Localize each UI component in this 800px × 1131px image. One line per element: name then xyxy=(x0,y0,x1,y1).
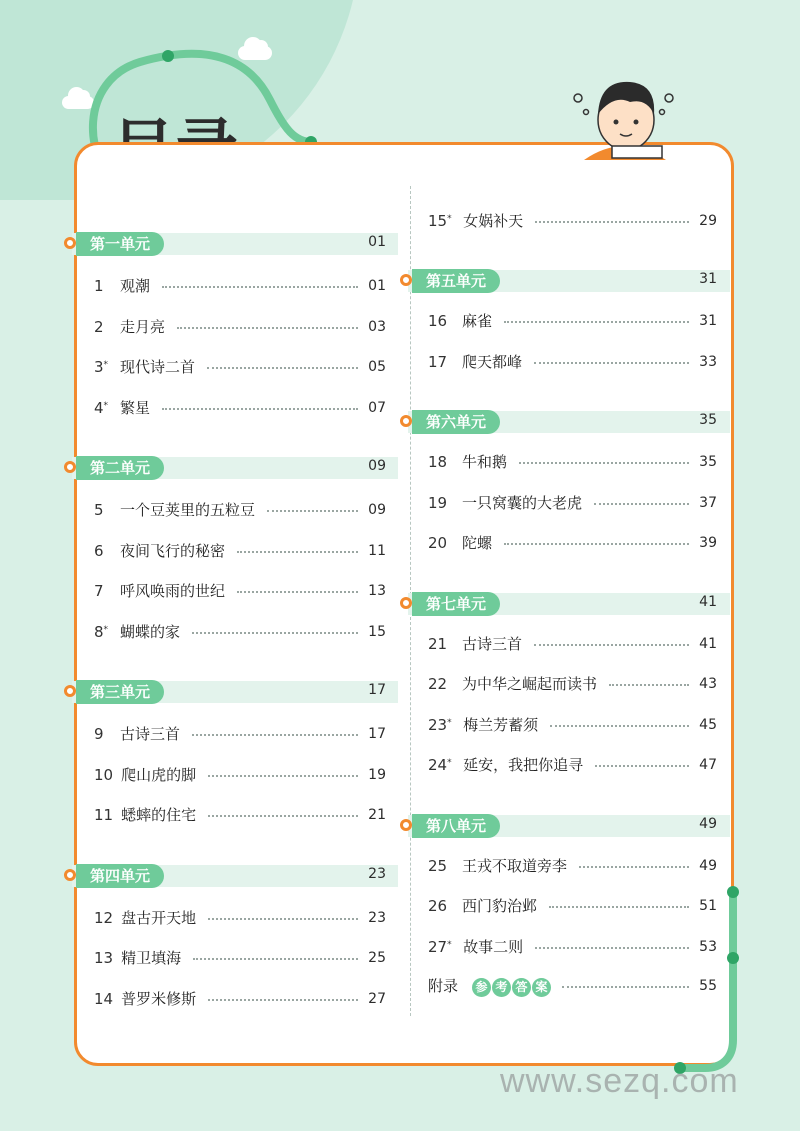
dot-leader xyxy=(208,999,358,1001)
lesson-title: 故事二则 xyxy=(463,937,524,956)
lesson-number-value: 26 xyxy=(428,897,448,915)
lesson-page-number: 49 xyxy=(699,857,717,874)
lesson-row[interactable] xyxy=(0,451,800,473)
lesson-title: 爬天都峰 xyxy=(462,352,523,371)
unit-header[interactable] xyxy=(400,814,734,836)
optional-lesson-star: * xyxy=(447,758,452,768)
lesson-page-number: 29 xyxy=(699,213,717,229)
dot-leader xyxy=(595,765,689,767)
unit-page-number: 23 xyxy=(368,865,386,882)
dot-leader xyxy=(609,684,689,686)
lesson-row[interactable] xyxy=(0,310,800,332)
dot-leader xyxy=(594,503,689,505)
lesson-page-number: 31 xyxy=(699,313,717,329)
unit-bullet-icon xyxy=(400,274,412,286)
unit-title: 第三单元 xyxy=(76,680,164,704)
lesson-number-value: 6 xyxy=(94,541,104,560)
optional-lesson-star: * xyxy=(447,214,452,224)
lesson-number-value: 19 xyxy=(428,493,448,512)
lesson-title: 一只窝囊的大老虎 xyxy=(462,493,583,512)
dot-leader xyxy=(550,725,689,727)
lesson-row[interactable] xyxy=(0,714,800,736)
unit-header[interactable] xyxy=(400,592,734,614)
lesson-title: 陀螺 xyxy=(462,534,493,552)
lesson-number xyxy=(428,633,447,655)
lesson-title: 普罗米修斯 xyxy=(121,989,197,1008)
lesson-page-number: 37 xyxy=(699,494,717,511)
optional-lesson-star: * xyxy=(103,400,109,411)
lesson-number-value: 5 xyxy=(94,501,104,519)
lesson-number-value: 16 xyxy=(428,312,448,330)
lesson-number-value: 27 xyxy=(428,937,448,956)
unit-title: 第六单元 xyxy=(412,410,500,434)
dot-leader xyxy=(237,591,358,593)
lesson-title: 蝴蝶的家 xyxy=(120,622,181,641)
dot-leader xyxy=(562,986,689,988)
lesson-page-number: 11 xyxy=(368,542,386,559)
dot-leader xyxy=(534,362,689,364)
watermark: www.sezq.com xyxy=(500,1062,739,1100)
dot-leader xyxy=(519,462,689,464)
unit-page-number: 17 xyxy=(368,682,386,698)
dot-leader xyxy=(162,408,358,410)
lesson-page-number: 07 xyxy=(368,399,386,416)
lesson-title: 观潮 xyxy=(120,277,151,295)
lesson-row[interactable] xyxy=(0,936,800,958)
answer-key-badge xyxy=(472,975,552,997)
unit-page-number: 01 xyxy=(368,234,386,250)
unit-bullet-icon xyxy=(400,597,412,609)
lesson-row[interactable] xyxy=(0,754,800,776)
lesson-number xyxy=(94,397,108,419)
lesson-page-number: 51 xyxy=(699,898,717,914)
unit-header[interactable] xyxy=(400,410,734,432)
unit-title: 第八单元 xyxy=(412,814,500,838)
lesson-page-number: 01 xyxy=(368,278,386,294)
lesson-page-number: 43 xyxy=(699,676,717,692)
lesson-page-number: 15 xyxy=(368,623,386,640)
reading-boy-illustration xyxy=(572,72,682,164)
lesson-number-value: 7 xyxy=(94,582,104,600)
unit-title: 第七单元 xyxy=(412,592,500,616)
lesson-page-number: 21 xyxy=(368,807,386,823)
lesson-number xyxy=(94,804,113,826)
dot-leader xyxy=(504,321,689,323)
lesson-page-number: 03 xyxy=(368,318,386,335)
lesson-title: 麻雀 xyxy=(462,312,493,330)
lesson-title: 梅兰芳蓄须 xyxy=(463,715,539,734)
lesson-page-number: 05 xyxy=(368,359,386,375)
lesson-page-number: 45 xyxy=(699,716,717,733)
lesson-row[interactable] xyxy=(0,633,800,655)
dot-leader xyxy=(162,286,358,288)
lesson-number-value: 13 xyxy=(94,949,114,967)
lesson-number-value: 8 xyxy=(94,622,104,641)
unit-page-number: 31 xyxy=(699,271,717,287)
lesson-number-value: 23 xyxy=(428,715,448,734)
answer-key-badge-char: 答 xyxy=(512,978,531,997)
dot-leader xyxy=(535,221,689,223)
lesson-title: 爬山虎的脚 xyxy=(121,765,197,784)
lesson-page-number: 53 xyxy=(699,938,717,955)
lesson-page-number: 33 xyxy=(699,353,717,370)
dot-leader xyxy=(208,815,358,817)
lesson-number-value: 22 xyxy=(428,675,448,693)
lesson-number-value: 11 xyxy=(94,806,114,824)
lesson-title: 古诗三首 xyxy=(462,634,523,653)
dot-leader xyxy=(208,918,358,920)
optional-lesson-star: * xyxy=(447,939,452,950)
lesson-number-value: 14 xyxy=(94,989,114,1008)
lesson-title: 牛和鹅 xyxy=(462,453,508,471)
unit-title: 第二单元 xyxy=(76,456,164,480)
lesson-title: 延安，我把你追寻 xyxy=(463,756,584,774)
dot-leader xyxy=(193,958,358,960)
optional-lesson-star: * xyxy=(103,360,109,370)
lesson-number-value: 12 xyxy=(94,908,114,927)
unit-bullet-icon xyxy=(64,237,76,249)
unit-page-number: 35 xyxy=(699,412,717,428)
lesson-title: 女娲补天 xyxy=(463,212,524,230)
dot-leader xyxy=(579,866,689,868)
lesson-row[interactable] xyxy=(0,492,800,514)
lesson-title: 古诗三首 xyxy=(120,725,181,743)
lesson-page-number: 23 xyxy=(368,909,386,926)
lesson-page-number: 17 xyxy=(368,726,386,742)
lesson-number xyxy=(428,492,447,514)
lesson-number xyxy=(428,855,447,877)
lesson-number-value: 4 xyxy=(94,398,104,417)
lesson-number-value: 2 xyxy=(94,317,104,336)
lesson-number-value: 3 xyxy=(94,358,104,376)
lesson-number-value: 17 xyxy=(428,352,448,371)
lesson-number xyxy=(428,714,452,736)
lesson-number xyxy=(428,754,452,776)
lesson-row[interactable] xyxy=(0,855,800,877)
lesson-page-number: 39 xyxy=(699,535,717,551)
lesson-number xyxy=(428,532,447,554)
lesson-title: 现代诗二首 xyxy=(120,358,196,376)
lesson-row[interactable] xyxy=(0,351,800,373)
lesson-number-value: 15 xyxy=(428,212,448,230)
unit-page-number: 49 xyxy=(699,815,717,832)
answer-key-badge-char: 案 xyxy=(532,978,551,997)
lesson-title: 一个豆荚里的五粒豆 xyxy=(120,501,256,519)
lesson-number-value: 25 xyxy=(428,856,448,875)
appendix-row[interactable] xyxy=(0,975,800,997)
lesson-title: 西门豹治邺 xyxy=(462,897,538,915)
unit-header[interactable] xyxy=(400,269,734,291)
lesson-number xyxy=(428,310,447,332)
lesson-title: 精卫填海 xyxy=(121,949,182,967)
appendix-page-number: 55 xyxy=(699,978,717,994)
lesson-number xyxy=(94,275,104,297)
lesson-number xyxy=(428,351,447,373)
lesson-number-value: 1 xyxy=(94,277,104,295)
lesson-page-number: 13 xyxy=(368,583,386,599)
lesson-title: 蟋蟀的住宅 xyxy=(121,806,197,824)
unit-title: 第四单元 xyxy=(76,864,164,888)
lesson-number xyxy=(428,936,452,958)
optional-lesson-star: * xyxy=(447,717,452,728)
dot-leader xyxy=(549,906,689,908)
lesson-number-value: 18 xyxy=(428,453,448,471)
lesson-row[interactable] xyxy=(0,895,800,917)
optional-lesson-star: * xyxy=(103,624,109,635)
lesson-page-number: 41 xyxy=(699,635,717,652)
lesson-title: 夜间飞行的秘密 xyxy=(120,541,226,560)
appendix-label: 附录 xyxy=(428,977,459,995)
lesson-row[interactable] xyxy=(0,210,800,232)
lesson-number xyxy=(94,580,104,602)
lesson-page-number: 09 xyxy=(368,502,386,518)
dot-leader xyxy=(534,644,689,646)
lesson-number-value: 20 xyxy=(428,534,448,552)
dot-leader xyxy=(535,947,689,949)
unit-title: 第五单元 xyxy=(412,269,500,293)
lesson-page-number: 25 xyxy=(368,950,386,966)
lesson-number-value: 9 xyxy=(94,725,104,743)
lesson-title: 繁星 xyxy=(120,398,151,417)
lesson-title: 走月亮 xyxy=(120,317,166,336)
lesson-number-value: 24 xyxy=(428,756,448,774)
lesson-row[interactable] xyxy=(0,532,800,554)
unit-header[interactable] xyxy=(64,232,402,254)
lesson-title: 王戎不取道旁李 xyxy=(462,856,568,875)
unit-bullet-icon xyxy=(400,415,412,427)
lesson-title: 为中华之崛起而读书 xyxy=(462,675,598,693)
answer-key-badge-char: 考 xyxy=(492,978,511,997)
lesson-page-number: 35 xyxy=(699,454,717,470)
unit-page-number: 09 xyxy=(368,458,386,474)
lesson-page-number: 19 xyxy=(368,766,386,783)
lesson-number xyxy=(428,210,452,232)
unit-page-number: 41 xyxy=(699,593,717,610)
answer-key-badge-char: 参 xyxy=(472,978,491,997)
dot-leader xyxy=(504,543,689,545)
lesson-row[interactable] xyxy=(0,673,800,695)
lesson-page-number: 47 xyxy=(699,757,717,773)
lesson-title: 盘古开天地 xyxy=(121,908,197,927)
lesson-page-number: 27 xyxy=(368,990,386,1007)
lesson-number-value: 10 xyxy=(94,765,114,784)
lesson-number xyxy=(428,895,447,917)
lesson-number xyxy=(428,673,447,695)
unit-title: 第一单元 xyxy=(76,232,164,256)
unit-bullet-icon xyxy=(400,819,412,831)
lesson-number-value: 21 xyxy=(428,634,448,653)
lesson-title: 呼风唤雨的世纪 xyxy=(120,582,226,600)
lesson-number xyxy=(428,451,447,473)
